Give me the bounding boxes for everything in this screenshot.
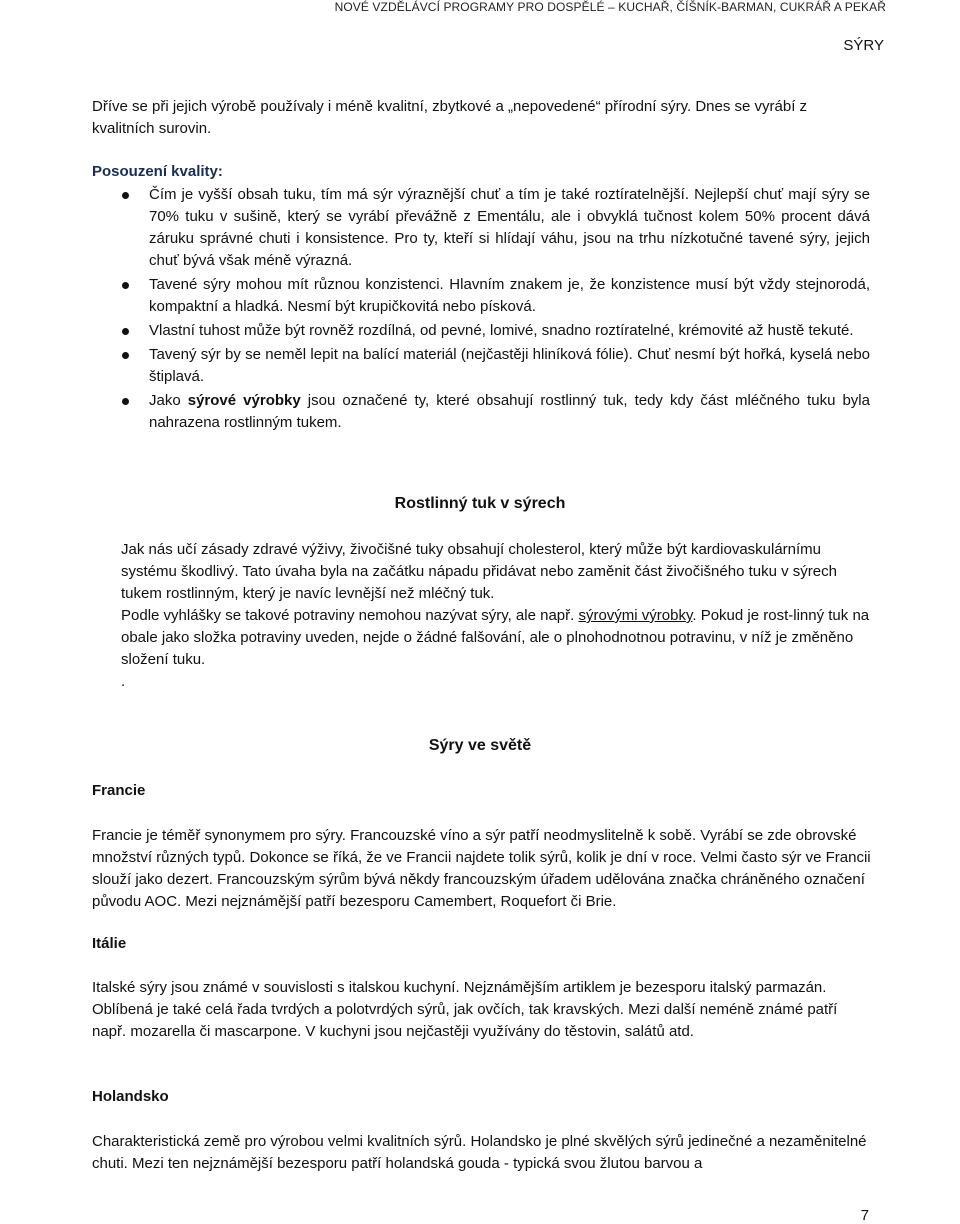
- cheese-products-link[interactable]: sýrovými výrobky: [578, 607, 693, 624]
- paragraph-text: Podle vyhlášky se takové potraviny nemohou nazývat sýry, ale např.: [121, 607, 579, 624]
- country-text-italy: Italské sýry jsou známé v souvislosti s italskou kuchyní. Nejznámějším artiklem je bezesporu italský parmazán. Oblíbená je také celá řada tvrdých a polotvrdých sýrů, jak ovčích, tak kravských. Mezi další neméně známé patří např. mozarella či mascarpone. V kuchyni jsou nejčastěji využívány do těstovin, salátů atd.: [92, 979, 838, 1040]
- bold-term: sýrové výrobky: [187, 392, 301, 409]
- list-item: [92, 320, 870, 342]
- country-heading-netherlands: Holandsko: [92, 1088, 169, 1105]
- bullet-icon: [122, 328, 129, 335]
- quality-heading: Posouzení kvality:: [92, 163, 223, 180]
- list-item: [92, 344, 870, 388]
- bullet-icon: [122, 398, 129, 405]
- plant-fat-text: [121, 539, 871, 693]
- list-item: [92, 184, 870, 272]
- list-item: [92, 390, 870, 434]
- chapter-title: SÝRY: [843, 37, 884, 54]
- list-item-text: Vlastní tuhost může být rovněž rozdílná, od pevné, lomivé, snadno roztíratelné, krémovité až hustě tekuté.: [149, 322, 854, 339]
- list-item-text-before: Jako: [149, 392, 188, 409]
- list-item: [92, 274, 870, 318]
- list-item-text: Tavený sýr by se neměl lepit na balící materiál (nejčastěji hliníková fólie). Chuť nesmí být hořká, kyselá nebo štiplavá.: [149, 346, 870, 385]
- paragraph-text: . Pokud je rost-linný tuk na obale jako složka potraviny uveden, nejde o žádné falšování, ale o plnohodnotnou potravinu, v níž je změněno složení tuku.: [121, 607, 870, 668]
- list-item-text: Čím je vyšší obsah tuku, tím má sýr výraznější chuť a tím je také roztíratelnější. Nejlepší chuť mají sýry se 70% tuku v sušině, který se vyrábí převážně z Ementálu, ale i obvyklá tučnost kolem 50% procent dává záruku správné chuti i konsistence. Pro ty, kteří si hlídají váhu, jsou na trhu nízkotučné tavené sýry, jejich chuť bývá však méně výrazná.: [149, 186, 870, 269]
- quality-list: [92, 184, 870, 436]
- country-text-france: Francie je téměř synonymem pro sýry. Francouzské víno a sýr patří neodmyslitelně k sobě. Vyrábí se zde obrovské množství různých typů. Dokonce se říká, že ve Francii najdete tolik sýrů, kolik je dní v roce. Velmi často sýr ve Francii slouží jako dezert. Francouzským sýrům bývá někdy francouzským úřadem udělována značka chráněného označení původu AOC. Mezi nejznámější patří bezesporu Camembert, Roquefort či Brie.: [92, 827, 871, 910]
- world-title: Sýry ve světě: [428, 737, 532, 754]
- list-item-text: Tavené sýry mohou mít různou konzistenci. Hlavním znakem je, že konzistence musí být vždy stejnorodá, kompaktní a hladká. Nesmí být krupičkovitá nebo písková.: [149, 276, 870, 315]
- bullet-icon: [122, 352, 129, 359]
- bullet-icon: [122, 282, 129, 289]
- intro-paragraph: Dříve se při jejich výrobě používaly i méně kvalitní, zbytkové a „nepovedené“ přírodní sýry. Dnes se vyrábí z kvalitních surovin.: [92, 98, 808, 137]
- country-text-netherlands: Charakteristická země pro výrobou velmi kvalitních sýrů. Holandsko je plné skvělých sýrů jedinečné a nezaměnitelné chuti. Mezi ten nejznámější bezesporu patří holandská gouda - typická svou žlutou barvou a: [92, 1133, 867, 1172]
- page-number: 7: [860, 1207, 869, 1224]
- bullet-icon: [122, 192, 129, 199]
- country-heading-italy: Itálie: [92, 935, 127, 952]
- plant-fat-paragraph-1: Jak nás učí zásady zdravé výživy, živočišné tuky obsahují cholesterol, který může být kardiovaskulárnímu systému škodlivý. Tato úvaha byla na začátku nápadu přidávat nebo zaměnit část živočišného tuku v sýrech tukem rostlinným, který je navíc levnější než mléčný tuk.: [121, 541, 837, 602]
- plant-fat-title: Rostlinný tuk v sýrech: [394, 495, 566, 512]
- running-header: NOVÉ VZDĚLÁVCÍ PROGRAMY PRO DOSPĚLÉ – KUCHAŘ, ČÍŠNÍK-BARMAN, CUKRÁŘ A PEKAŘ: [334, 0, 886, 14]
- plant-fat-paragraph-2: [121, 605, 871, 671]
- list-item-text-after: jsou označené ty, které obsahují rostlinný tuk, tedy kdy část mléčného tuku byla nahrazena rostlinným tukem.: [149, 392, 870, 431]
- stray-dot: .: [121, 673, 126, 690]
- country-heading-france: Francie: [92, 782, 146, 799]
